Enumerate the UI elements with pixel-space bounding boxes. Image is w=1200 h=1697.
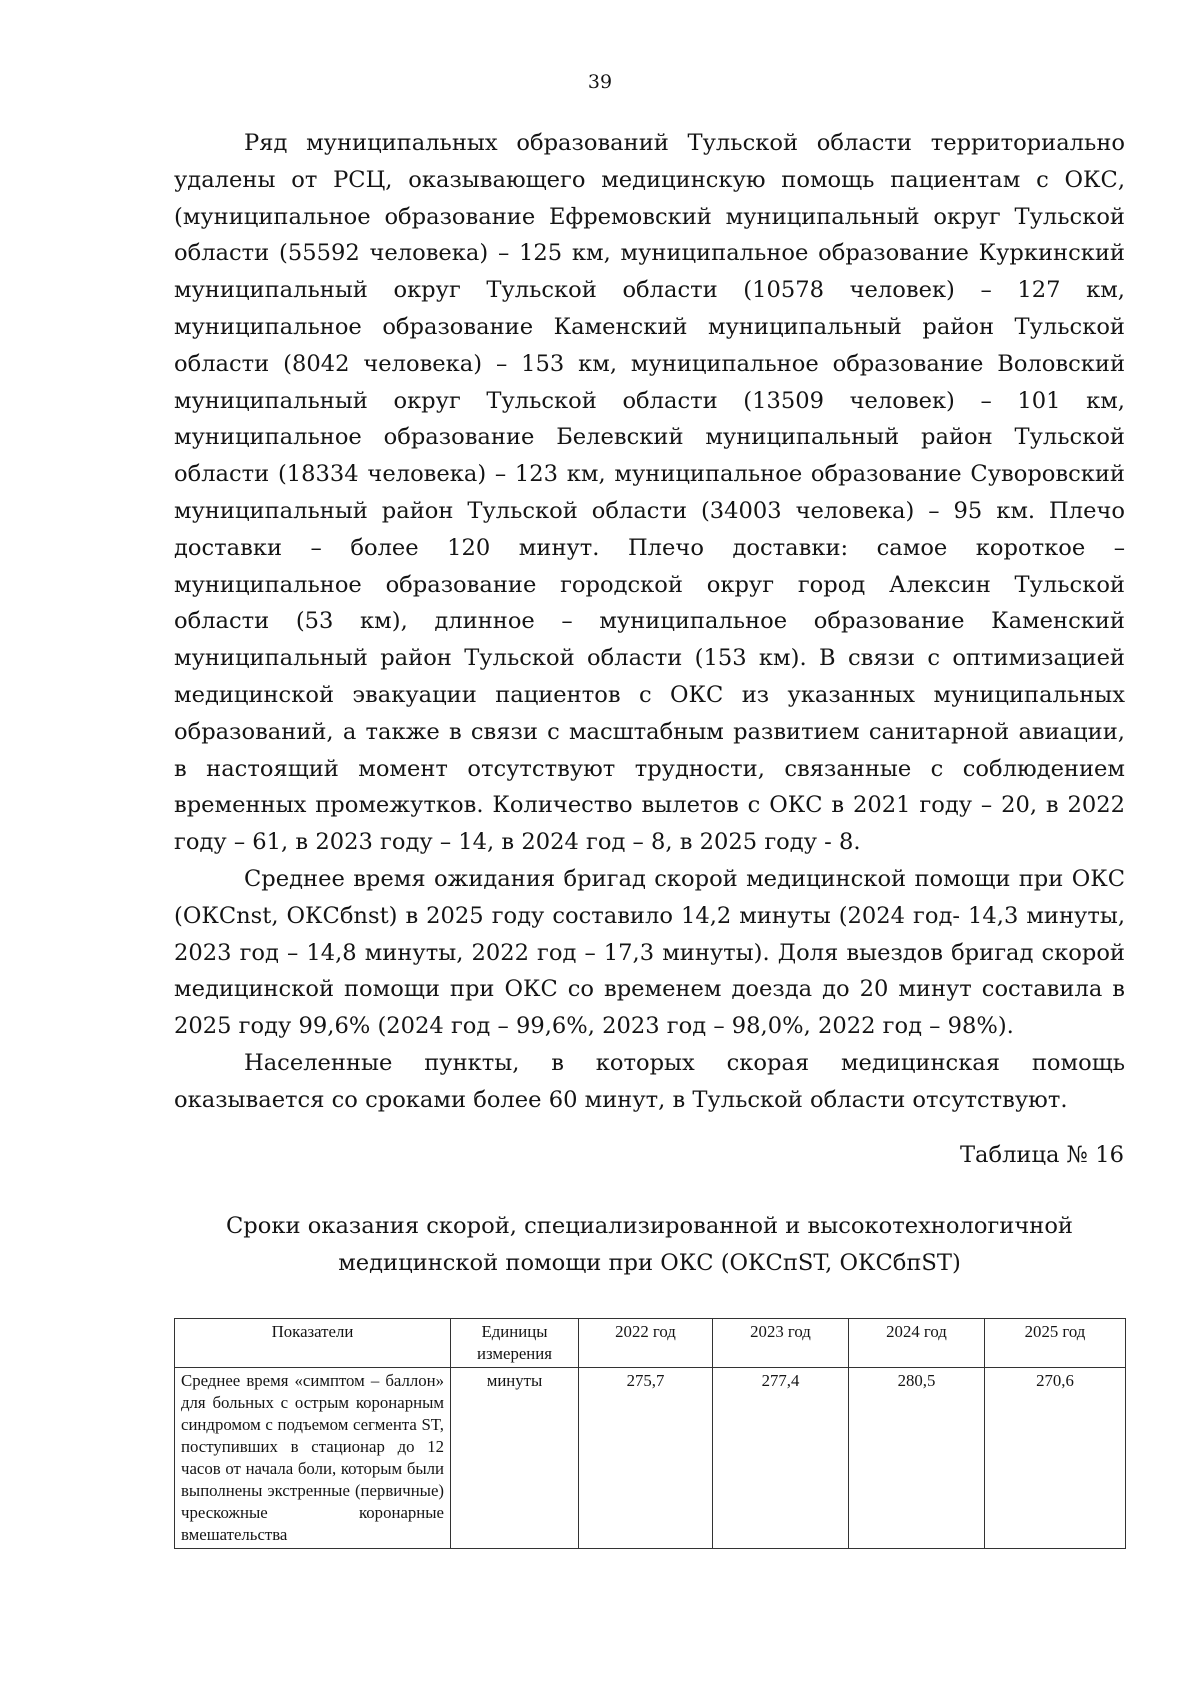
cell-2023: 277,4 bbox=[713, 1368, 849, 1549]
header-year-2023: 2023 год bbox=[713, 1319, 849, 1368]
table-header-row bbox=[175, 1319, 1126, 1368]
header-unit: Единицы измерения bbox=[451, 1319, 579, 1368]
paragraph: Ряд муниципальных образований Тульской области территориально удалены от РСЦ, оказывающего медицинскую помощь пациентам с ОКС, (муниципальное образование Ефремовский муниципальный округ Тульской области (55592 человека) – 125 км, муниципальное образование Куркинский муниципальный округ Тульской области (10578 человек) – 127 км, муниципальное образование Каменский муниципальный район Тульской области (8042 человека) – 153 км, муниципальное образование Воловский муниципальный округ Тульской области (13509 человек) – 101 км, муниципальное образование Белевский муниципальный район Тульской области (18334 человека) – 123 км, муниципальное образование Суворовский муниципальный район Тульской области (34003 человека) – 95 км. Плечо доставки – более 120 минут. Плечо доставки: самое короткое – муниципальное образование городской округ город Алексин Тульской области (53 км), длинное – муниципальное образование Каменский муниципальный район Тульской области (153 км). В связи с оптимизацией медицинской эвакуации пациентов с ОКС из указанных муниципальных образований, а также в связи с масштабным развитием санитарной авиации, в настоящий момент отсутствуют трудности, связанные с соблюдением временных промежутков. Количество вылетов с ОКС в 2021 году – 20, в 2022 году – 61, в 2023 году – 14, в 2024 год – 8, в 2025 году - 8. bbox=[174, 130, 1125, 856]
table-title bbox=[174, 1208, 1125, 1282]
cell-2024: 280,5 bbox=[849, 1368, 985, 1549]
page-number: 39 bbox=[587, 71, 613, 93]
cell-unit: минуты bbox=[451, 1368, 579, 1549]
body-text bbox=[174, 125, 1125, 1119]
header-year-2025: 2025 год bbox=[985, 1319, 1126, 1368]
table-number-label: Таблица № 16 bbox=[959, 1142, 1124, 1168]
table-title-line: медицинской помощи при ОКС (ОКСпST, ОКСбпST) bbox=[338, 1250, 961, 1276]
cell-2025: 270,6 bbox=[985, 1368, 1126, 1549]
header-year-2024: 2024 год bbox=[849, 1319, 985, 1368]
header-indicator: Показатели bbox=[175, 1319, 451, 1368]
data-table bbox=[174, 1318, 1126, 1549]
header-year-2022: 2022 год bbox=[579, 1319, 713, 1368]
table-row bbox=[175, 1368, 1126, 1549]
cell-indicator: Среднее время «симптом – баллон» для больных с острым коронарным синдромом с подъемом сегмента ST, поступивших в стационар до 12 часов от начала боли, которым были выполнены экстренные (первичные) чрескожные коронарные вмешательства bbox=[175, 1368, 451, 1549]
cell-2022: 275,7 bbox=[579, 1368, 713, 1549]
paragraph: Среднее время ожидания бригад скорой медицинской помощи при ОКС (ОКСnst, ОКСбnst) в 2025 году составило 14,2 минуты (2024 год- 14,3 минуты, 2023 год – 14,8 минуты, 2022 год – 17,3 минуты). Доля выездов бригад скорой медицинской помощи при ОКС со временем доезда до 20 минут составила в 2025 году 99,6% (2024 год – 99,6%, 2023 год – 98,0%, 2022 год – 98%). bbox=[174, 865, 1125, 1040]
table-title-line: Сроки оказания скорой, специализированной и высокотехнологичной bbox=[226, 1213, 1073, 1239]
paragraph: Населенные пункты, в которых скорая медицинская помощь оказывается со сроками более 60 минут, в Тульской области отсутствуют. bbox=[174, 1049, 1125, 1113]
